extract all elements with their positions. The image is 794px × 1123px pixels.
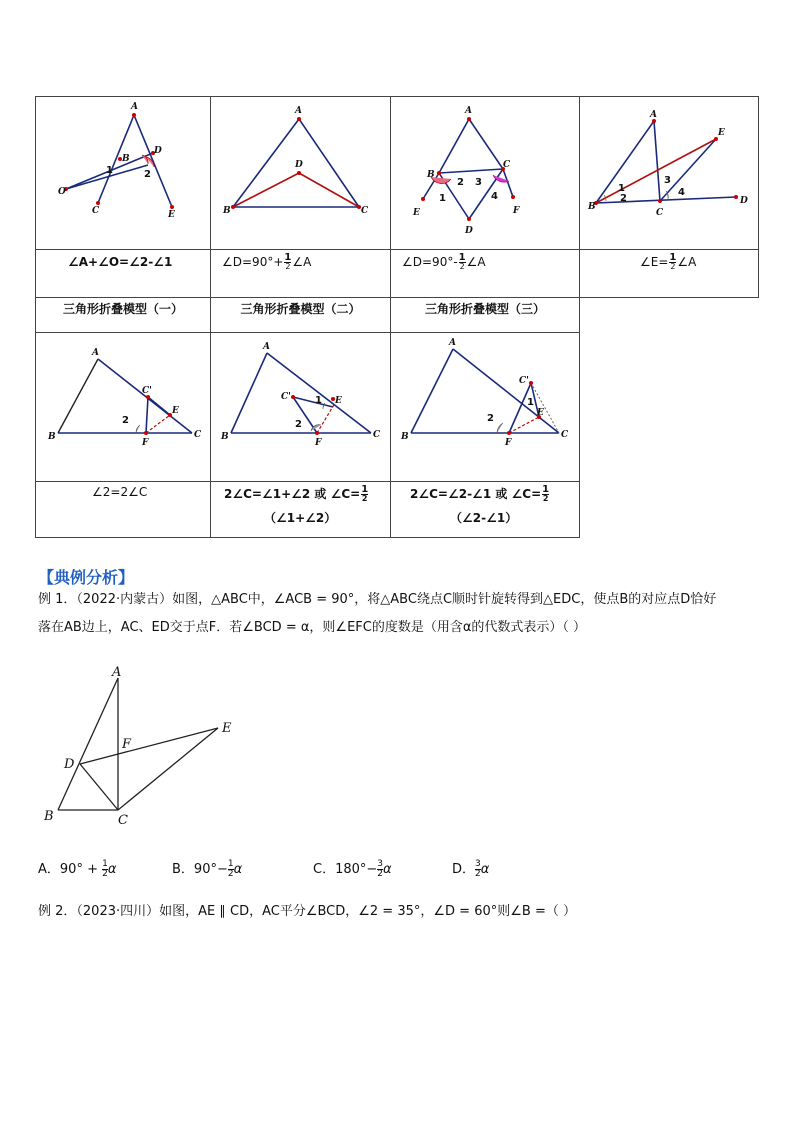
svg-text:E: E (537, 408, 544, 418)
svg-text:1: 1 (527, 397, 534, 408)
model-title-3: 三角形折叠模型（三） (424, 302, 545, 316)
svg-text:F: F (142, 438, 149, 448)
fold-formula-3-line2: （∠2-∠1） (450, 511, 518, 525)
figure-angle-model-2 (211, 97, 392, 251)
svg-text:B: B (427, 170, 435, 180)
fold-formula-3: 2∠C=∠2-∠1 或 ∠C= $\frac{1}{2}$ (410, 484, 550, 503)
example-1-line-2: 落在AB边上，AC、ED交于点F．若∠BCD = α，则∠EFC的度数是（用含α的代数式表示）（ ） (38, 620, 587, 635)
fraction: $\frac{3}{2}$ (475, 859, 481, 879)
svg-text:F: F (315, 438, 322, 448)
svg-text:B: B (588, 202, 596, 212)
svg-text:C: C (503, 160, 511, 170)
fold-figure-cell-3 (390, 332, 580, 482)
svg-text:4: 4 (491, 191, 498, 202)
svg-text:A: A (650, 110, 657, 120)
svg-text:1: 1 (439, 193, 446, 204)
example-1-figure (38, 660, 258, 840)
formula-text-1: ∠A+∠O=∠2-∠1 (68, 255, 173, 269)
fraction: $\frac{1}{2}$ (227, 859, 234, 879)
svg-text:C: C (561, 430, 569, 440)
label-A: A (112, 665, 122, 680)
label-B: B (44, 809, 54, 824)
figure-fold-model-2 (211, 333, 392, 483)
svg-text:A: A (295, 106, 302, 116)
fraction: $\frac{1}{2}$ (669, 252, 677, 271)
fraction: $\frac{1}{2}$ (542, 484, 550, 503)
figure-angle-model-3 (391, 97, 581, 251)
formula-3-angle: ∠A (466, 255, 486, 269)
svg-text:E: E (335, 396, 342, 406)
svg-text:B: B (122, 154, 130, 164)
figure-cell-3 (390, 96, 580, 250)
figure-angle-model-4 (580, 97, 760, 251)
fraction: $\frac{3}{2}$ (377, 859, 384, 879)
svg-text:2: 2 (295, 419, 302, 430)
formula-4-angle: ∠A (677, 255, 697, 269)
formula-3-prefix: ∠D=90°- (402, 255, 458, 269)
model-title-1: 三角形折叠模型（一） (62, 302, 183, 316)
formula-2-angle: ∠A (292, 255, 312, 269)
svg-text:A: A (263, 342, 270, 352)
svg-text:E: E (172, 406, 179, 416)
model-title-2: 三角形折叠模型（二） (240, 302, 361, 316)
example-1-line-1: 例 1．（2022·内蒙古）如图，△ABC中，∠ACB = 90°，将△ABC绕点C顺时针旋转得到△EDC，使点B的对应点D恰好 (38, 592, 717, 607)
figure-cell-1 (35, 96, 211, 250)
fraction: $\frac{1}{2}$ (284, 252, 292, 271)
figure-angle-model-1 (36, 97, 212, 251)
fraction: $\frac{1}{2}$ (458, 252, 466, 271)
svg-text:C: C (361, 206, 369, 216)
figure-cell-2 (210, 96, 391, 250)
svg-text:O: O (58, 187, 66, 197)
svg-text:E: E (718, 128, 725, 138)
svg-text:E: E (413, 208, 420, 218)
svg-text:C: C (656, 208, 664, 218)
choice-C[interactable]: C．180°− $\frac{3}{2}$ α (313, 859, 392, 879)
svg-text:C': C' (519, 376, 529, 386)
figure-fold-model-1 (36, 333, 212, 483)
label-D: D (64, 757, 75, 772)
svg-text:B: B (401, 432, 409, 442)
svg-text:F: F (513, 206, 520, 216)
svg-text:A: A (465, 106, 472, 116)
svg-text:B: B (48, 432, 56, 442)
svg-text:B: B (221, 432, 229, 442)
svg-text:E: E (168, 210, 175, 220)
svg-text:D: D (295, 160, 303, 170)
svg-text:C: C (92, 206, 100, 216)
svg-text:C': C' (281, 392, 291, 402)
svg-text:3: 3 (475, 177, 482, 188)
label-F: F (122, 737, 132, 752)
fold-formula-2-line2: （∠1+∠2） (264, 511, 337, 525)
formula-text-2 (222, 254, 311, 271)
figure-fold-model-3 (391, 333, 581, 483)
fold-figure-cell-1 (35, 332, 211, 482)
svg-text:D: D (154, 146, 162, 156)
svg-text:F: F (505, 438, 512, 448)
svg-text:2: 2 (144, 169, 151, 180)
figure-cell-4 (579, 96, 759, 250)
choice-A[interactable]: A．90° + $\frac{1}{2}$ α (38, 859, 117, 879)
svg-text:D: D (740, 196, 748, 206)
svg-text:2: 2 (122, 415, 129, 426)
svg-text:C: C (373, 430, 381, 440)
fraction: $\frac{1}{2}$ (102, 859, 108, 879)
section-title: 【典例分析】 (38, 568, 135, 587)
formula-2-prefix: ∠D=90°+ (222, 255, 284, 269)
formula-4-prefix: ∠E= (640, 255, 669, 269)
svg-text:2: 2 (457, 177, 464, 188)
svg-text:A: A (449, 338, 456, 348)
svg-text:D: D (465, 226, 473, 236)
svg-text:B: B (223, 206, 231, 216)
svg-text:1: 1 (618, 183, 625, 194)
fold-figure-cell-2 (210, 332, 391, 482)
svg-text:1: 1 (315, 395, 322, 406)
svg-text:3: 3 (664, 175, 671, 186)
svg-text:A: A (131, 102, 138, 112)
formula-text-3 (402, 254, 486, 271)
example-2-line-1: 例 2．（2023·四川）如图，AE ∥ CD，AC平分∠BCD，∠2 = 35°，∠D = 60°则∠B =（ ） (38, 904, 576, 919)
fold-formula-1: ∠2=2∠C (92, 485, 148, 499)
fraction: $\frac{1}{2}$ (361, 484, 369, 503)
choice-D[interactable]: D． $\frac{3}{2}$ α (452, 859, 490, 879)
svg-text:C: C (194, 430, 202, 440)
svg-text:1: 1 (106, 165, 113, 176)
fold-formula-2: 2∠C=∠1+∠2 或 ∠C= $\frac{1}{2}$ (224, 484, 369, 503)
svg-text:A: A (92, 348, 99, 358)
svg-text:2: 2 (487, 413, 494, 424)
formula-text-4 (640, 254, 696, 271)
label-C: C (118, 813, 128, 828)
svg-text:2: 2 (620, 193, 627, 204)
svg-text:4: 4 (678, 187, 685, 198)
label-E: E (222, 721, 232, 736)
svg-text:C': C' (142, 386, 152, 396)
choice-B[interactable]: B．90°− $\frac{1}{2}$ α (172, 859, 243, 879)
